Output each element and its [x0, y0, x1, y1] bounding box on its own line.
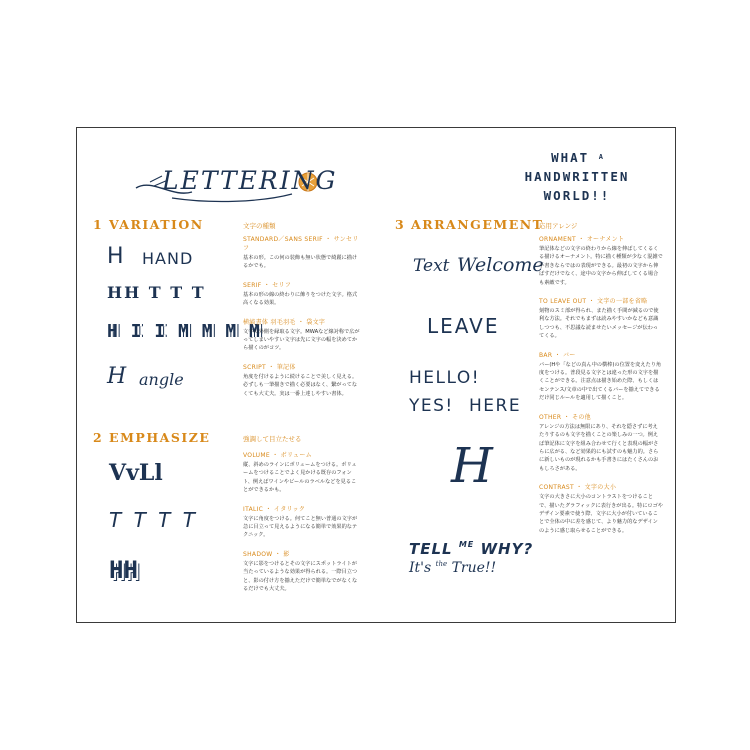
variation-item: [243, 280, 361, 308]
variation-items: [243, 234, 361, 407]
item-body: 文字の外側を縁取る文字。MWAなど線対称で広がってしまいやすい文字は先に文字の幅を決めてから描くのがコツ。: [243, 328, 360, 352]
item-body: 縦、斜めのラインにボリュームをつける。ボリュームをつけることでよく見かける既存のフォント、例えばワインやビールのラベルなどを見ることができるかも。: [243, 462, 357, 494]
headline-line3: WORLD!!: [543, 188, 611, 203]
sample-text-script: Text: [413, 256, 450, 276]
emphasize-item: [243, 549, 361, 594]
item-body: 基本の形の線の終わりに飾りをつけた文字。格式高くなる効果。: [243, 291, 358, 307]
variation-item: [243, 234, 361, 271]
headline-line2: HANDWRITTEN: [524, 169, 630, 184]
logo-text: LETTERING: [162, 166, 338, 195]
item-head: SERIF ・ セリフ: [243, 281, 292, 289]
sample-hello: HELLO!: [409, 368, 481, 388]
arrangement-subtitle: 応用アレンジ: [539, 222, 578, 230]
lettering-logo: [132, 158, 338, 204]
sample-the: the: [435, 560, 448, 568]
sample-leave: LEAVE: [427, 314, 500, 338]
headline: [517, 148, 637, 205]
item-body: 筆記体などの文字の終わりから線を伸ばしてくるくる描けるオーナメント。特に描く種類が少なく混雑で手書きならではの表現ができる。最初の文字から伸ばすだけでなく、途中の文字から伸ばしてくる場合も素敵です。: [539, 246, 663, 286]
item-head: OTHER ・ その他: [539, 413, 591, 421]
sample-italic: T T T T: [109, 508, 198, 532]
sample-tell: TELL: [409, 540, 453, 558]
item-head: SHADOW ・ 影: [243, 550, 290, 558]
sample-outline: H I I M M M M: [107, 321, 261, 342]
sample-me: ME: [458, 540, 475, 549]
item-head: CONTRAST ・ 文字の大小: [539, 484, 617, 492]
item-body: 文字に影をつけるとその文字にスポットライトが当たっているような効果が得られる。一際目立つと、影の付け方を揃えただけで簡単なでがなくなるだけでも大丈夫。: [243, 560, 358, 593]
item-head: STANDARD／SANS SERIF ・ サンセリフ: [243, 236, 359, 252]
item-head: TO LEAVE OUT ・ 文字の一部を省略: [539, 298, 648, 306]
sample-volume: VvLl: [109, 460, 163, 486]
item-head: BAR ・ バー: [539, 351, 576, 359]
arrangement-title: 3 ARRANGEMENT: [395, 217, 544, 232]
sample-yes: YES!: [409, 396, 454, 416]
emphasize-subtitle: 強調して目立たせる: [243, 435, 302, 443]
sample-why: WHY?: [480, 540, 534, 558]
item-body: アレンジの方法は無限にあり、それを隠さずに考えたりするのも文字を描くことの楽しみの一つ。例えば筆記体に文字を組み合わせて行くと表現の幅がさらに広がる、など効果的にも試すのも魅力的。さらに新しいものが現れるかも手書きにはたくさんのおもしろさがある。: [539, 423, 659, 472]
sample-welcome-script: Welcome: [457, 254, 544, 276]
sample-tell-me-why: [409, 540, 533, 558]
arrangement-item: [539, 234, 663, 287]
item-body: 刻物のスミ部が得られ、また描く手間が減るので使利な方法。それでもまずは読みやすいかなども意識しつつも、不思議な読ませたいメッセージが伝わってくる。: [539, 308, 659, 340]
arrangement-item: [539, 350, 663, 403]
item-body: 基本の形。この何の装飾も無い状態で綺麗に描けるかでも。: [243, 255, 358, 270]
variation-title: 1 VARIATION: [93, 217, 204, 232]
sample-hand: HAND: [142, 249, 194, 268]
variation-item: [243, 317, 361, 353]
emphasize-items: [243, 450, 361, 602]
item-body: バー(Hや「などの真ん中の横棒)の位置を変えたり角度をつける。普段見る文字とは違った形の文字を描くことができる。注意点は描き始めた際、もしくはセンテンス/文章の中で出てくるバーを揃えてできるだけ同じルールを適用して描くこと。: [539, 361, 662, 402]
emphasize-item: [243, 504, 361, 540]
sample-shadow: HH: [109, 556, 138, 584]
sample-script-h: H: [107, 364, 127, 389]
arrangement-item: [539, 412, 663, 473]
arrangement-item: [539, 296, 663, 341]
arrangement-items: [539, 234, 663, 544]
variation-item: [243, 362, 361, 398]
sample-true: True!!: [451, 560, 497, 576]
emphasize-item: [243, 450, 361, 495]
sample-h-hand: H: [107, 244, 124, 269]
item-body: 文字に角度をつける。何てこと無い普通の文字が急に目立って見えるようになる簡単で効果的なテクニック。: [243, 515, 358, 539]
sample-serif: HH T T T: [107, 283, 206, 302]
sample-its-the-true: [409, 560, 496, 576]
arrangement-item: [539, 482, 663, 535]
item-body: 角度を付けるように続けることで美しく見える。必ずしも一筆描きで描く必要はなく、繋がってなくても大丈夫。実は一番上達しやすい書体。: [243, 373, 358, 397]
item-head: VOLUME ・ ボリューム: [243, 452, 312, 459]
sample-its: It's: [409, 560, 432, 576]
headline-line1: [517, 148, 637, 167]
sample-script-angle: angle: [139, 370, 184, 389]
item-head: ITALIC ・ イタリック: [243, 505, 306, 513]
item-head: ORNAMENT ・ オーナメント: [539, 236, 625, 243]
sample-here: HERE: [469, 396, 522, 416]
headline-what: WHAT: [551, 150, 590, 165]
sample-h-bar-script: H: [451, 438, 493, 494]
headline-a: A: [598, 153, 603, 161]
item-body: 文字の大きさに大小のコントラストをつけることで、描いたグラフィックに表行きが出る。特にロゴやデザイン要素で使う際、文字に大小が付いていることで全体の中に差を感じて、より魅力的なデザインのように感じ取らせることができる。: [539, 494, 663, 534]
item-head: SCRIPT ・ 筆記体: [243, 363, 296, 371]
magazine-spread: [76, 127, 676, 623]
emphasize-title: 2 EMPHASIZE: [93, 430, 211, 445]
item-head: 横縞書体 羽毛羽毛 ・ 袋文字: [243, 318, 326, 326]
variation-subtitle: 文字の種類: [243, 222, 276, 230]
